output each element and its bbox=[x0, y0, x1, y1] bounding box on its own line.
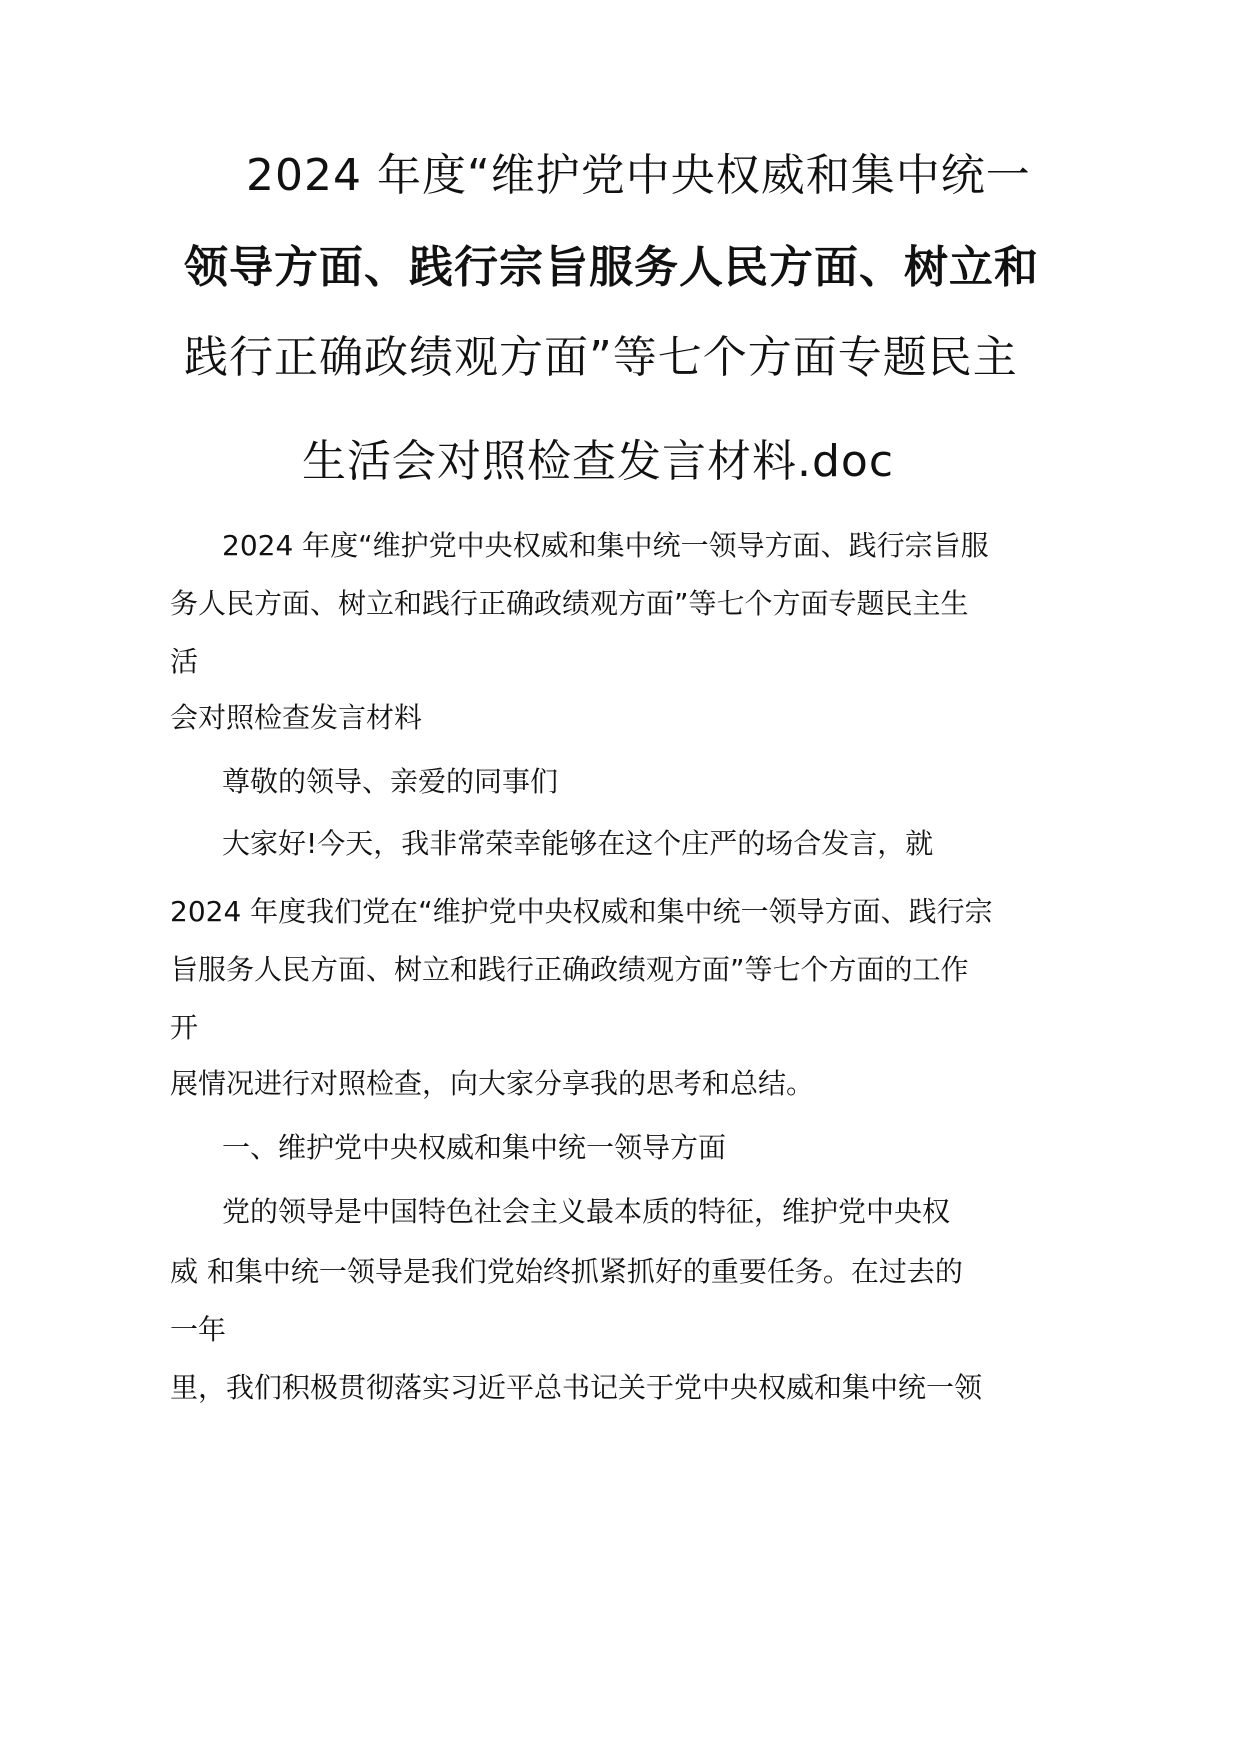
body-heading-line-3: 活 bbox=[170, 645, 199, 678]
title-line-1: 2024 年度“维护党中央权威和集中统一 bbox=[246, 150, 1031, 201]
body-heading-line-1: 2024 年度“维护党中央权威和集中统一领导方面、践行宗旨服 bbox=[222, 529, 989, 562]
intro-line-2: 2024 年度我们党在“维护党中央权威和集中统一领导方面、践行宗 bbox=[170, 895, 993, 928]
intro-line-3: 旨服务人民方面、树立和践行正确政绩观方面”等七个方面的工作 bbox=[170, 953, 969, 986]
title-line-4: 生活会对照检查发言材料.doc bbox=[302, 436, 895, 487]
section-1-line-2: 威 和集中统一领导是我们党始终抓紧抓好的重要任务。在过去的 bbox=[170, 1255, 963, 1288]
intro-line-1: 大家好!今天，我非常荣幸能够在这个庄严的场合发言，就 bbox=[222, 827, 934, 860]
salutation: 尊敬的领导、亲爱的同事们 bbox=[222, 765, 559, 798]
title-line-2: 领导方面、践行宗旨服务人民方面、树立和 bbox=[184, 242, 1039, 293]
section-1-line-3: 一年 bbox=[170, 1313, 227, 1346]
section-1-line-1: 党的领导是中国特色社会主义最本质的特征，维护党中央权 bbox=[222, 1195, 951, 1228]
section-1-title: 一、维护党中央权威和集中统一领导方面 bbox=[222, 1131, 727, 1164]
title-line-3: 践行正确政绩观方面”等七个方面专题民主 bbox=[184, 332, 1018, 383]
section-1-line-4: 里，我们积极贯彻落实习近平总书记关于党中央权威和集中统一领 bbox=[170, 1371, 983, 1404]
intro-line-5: 展情况进行对照检查，向大家分享我的思考和总结。 bbox=[170, 1067, 815, 1100]
body-heading-line-2: 务人民方面、树立和践行正确政绩观方面”等七个方面专题民主生 bbox=[170, 587, 969, 620]
intro-line-4: 开 bbox=[170, 1011, 199, 1044]
body-heading-line-4: 会对照检查发言材料 bbox=[170, 701, 423, 734]
